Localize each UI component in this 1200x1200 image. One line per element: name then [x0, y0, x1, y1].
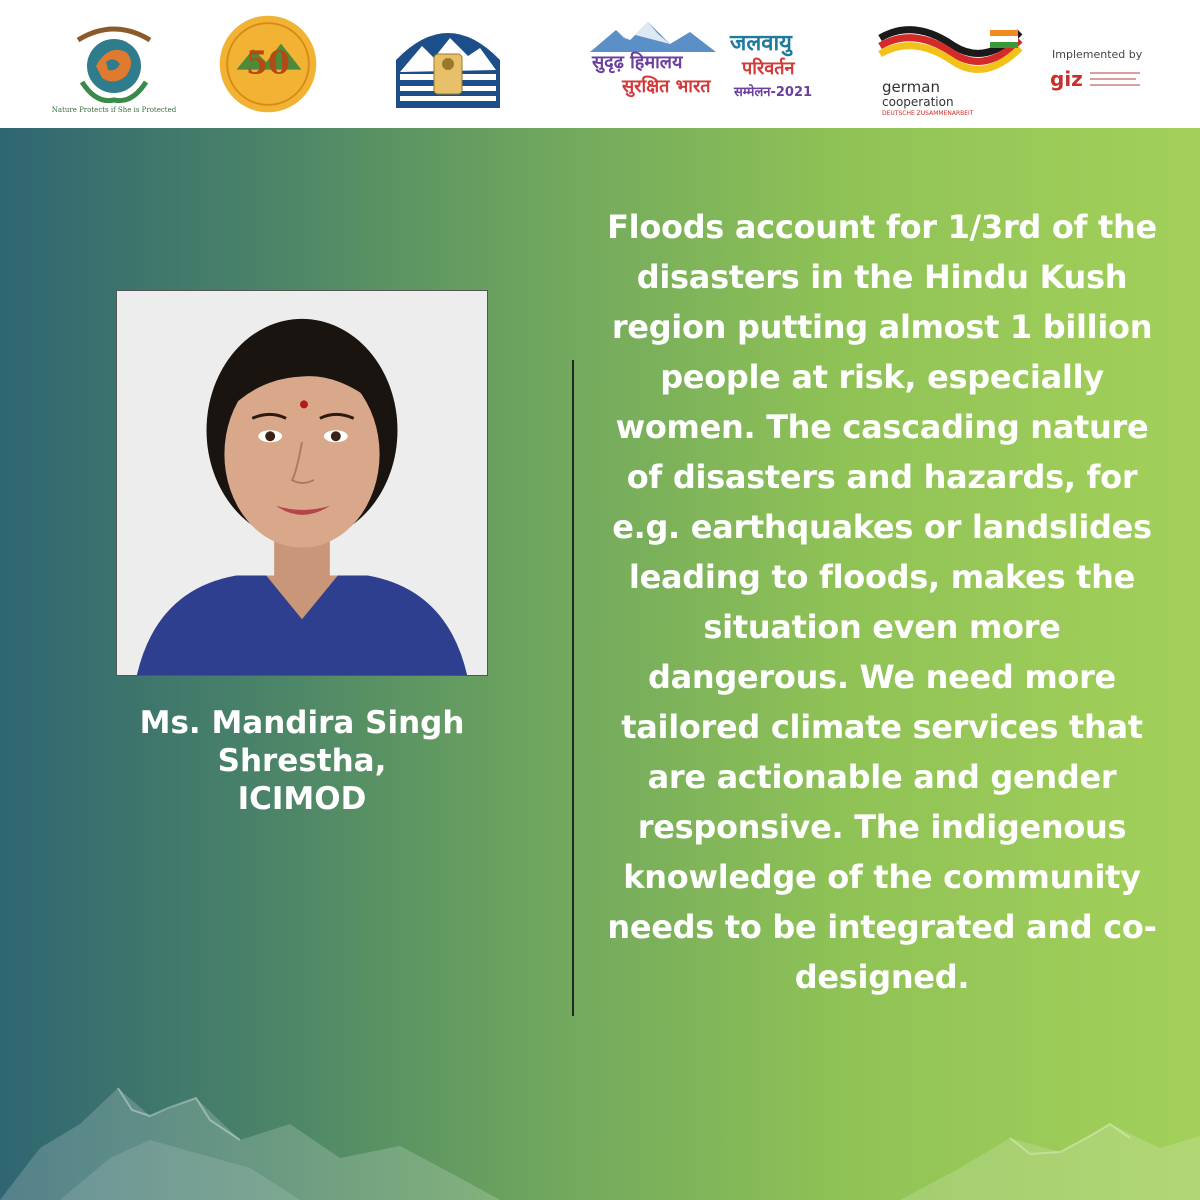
german-text-line1: german	[882, 78, 940, 96]
german-cooperation-logo	[874, 12, 1026, 116]
hp-50-years-logo	[212, 12, 324, 116]
giz-logo	[1046, 12, 1146, 116]
giz-brand-text: giz	[1050, 67, 1083, 91]
speaker-name	[96, 704, 508, 818]
speaker-name-line2: Shrestha,	[217, 743, 387, 779]
speaker-photo	[116, 290, 488, 676]
moefcc-tagline: Nature Protects if She is Protected	[51, 106, 177, 114]
summit-text-right-bottom: सम्मेलन-2021	[734, 85, 813, 100]
summit-logo	[586, 12, 818, 116]
vertical-divider	[572, 360, 574, 1016]
implemented-by-text: Implemented by	[1052, 48, 1143, 61]
fifty-text: 50	[246, 44, 290, 82]
mountain-decoration	[0, 1028, 1200, 1200]
speaker-name-line1: Ms. Mandira Singh	[139, 705, 465, 741]
summit-text-top-left: सुदृढ़ हिमालय	[592, 52, 683, 73]
german-text-line3: DEUTSCHE ZUSAMMENARBEIT	[882, 110, 974, 117]
himachal-pradesh-emblem	[388, 12, 508, 116]
summit-text-right-top: जलवायु	[730, 31, 792, 56]
german-text-line2: cooperation	[882, 95, 954, 109]
summit-text-bottom-left: सुरक्षित भारत	[622, 76, 711, 97]
moefcc-logo	[51, 12, 177, 116]
speaker-affiliation: ICIMOD	[237, 781, 367, 817]
quote-panel	[0, 128, 1200, 1200]
quote-text: Floods account for 1/3rd of the disasters in the Hindu Kush region putting almost 1 billion people at risk, especially women. The cascading nature of disasters and hazards, for e.g. earthquakes or landslides leading to floods, makes the situation even more dangerous. We need more tailored climate services that are actionable and gender responsive. The indigenous knowledge of the community needs to be integrated and co-designed.	[607, 208, 1157, 996]
summit-text-right-mid: परिवर्तन	[742, 58, 795, 79]
logo-header	[0, 0, 1200, 128]
